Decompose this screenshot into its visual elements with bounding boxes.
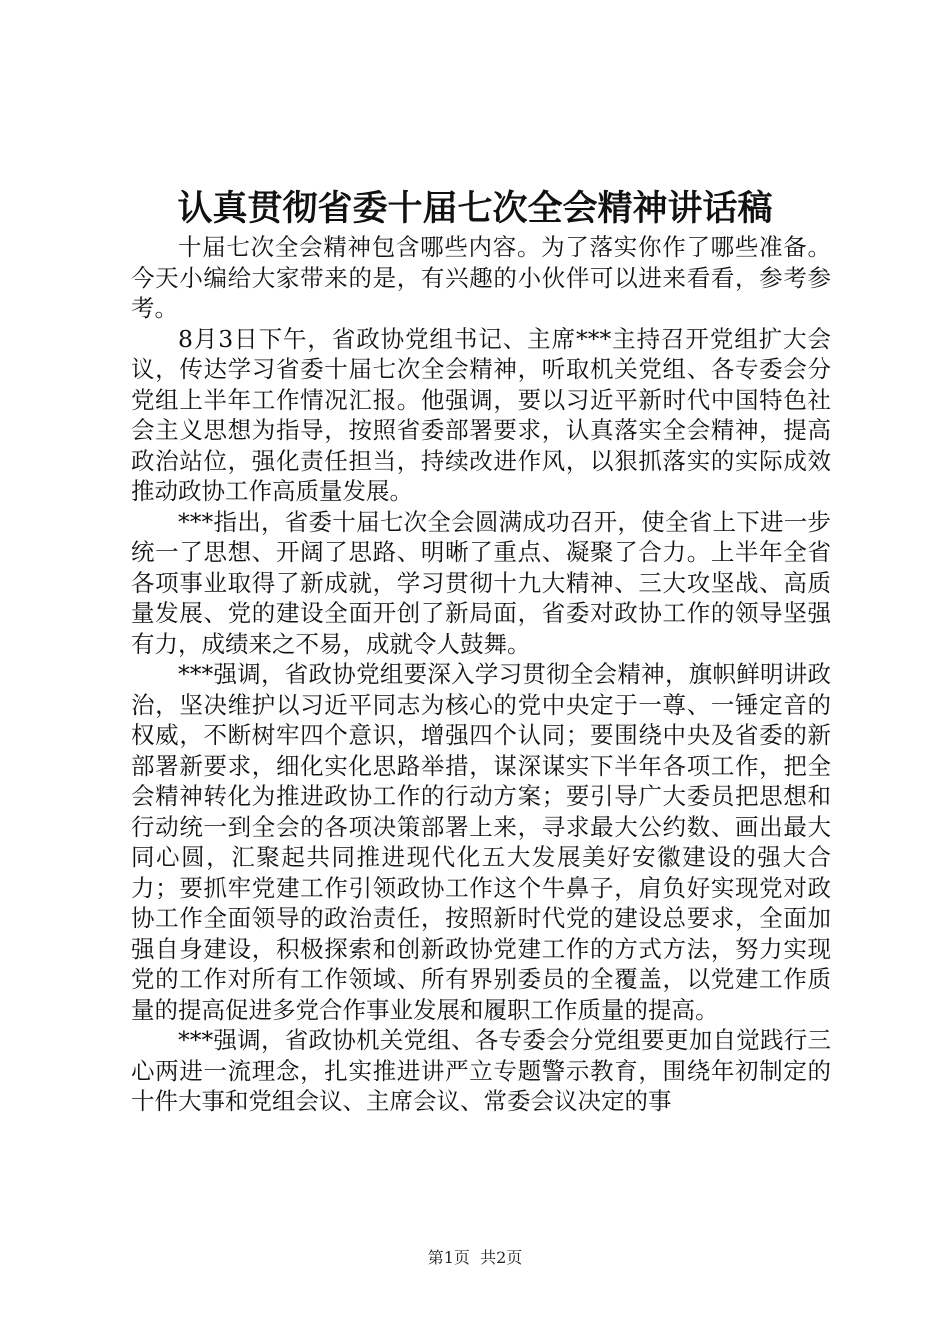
paragraph: ***强调，省政协机关党组、各专委会分党组要更加自觉践行三心两进一流理念，扎实推进讲严立专题警示教育，围绕年初制定的十件大事和党组会议、主席会议、常委会议决定的事 xyxy=(131,1026,831,1115)
page-total: 共2页 xyxy=(480,1248,523,1267)
page-number: 第1页 xyxy=(427,1248,470,1267)
document-body xyxy=(131,232,831,1117)
page-footer xyxy=(0,1248,950,1268)
paragraph: 8月3日下午，省政协党组书记、主席***主持召开党组扩大会议，传达学习省委十届七次全会精神，听取机关党组、各专委会分党组上半年工作情况汇报。他强调，要以习近平新时代中国特色社会主义思想为指导，按照省委部署要求，认真落实全会精神，提高政治站位，强化责任担当，持续改进作风，以狠抓落实的实际成效推动政协工作高质量发展。 xyxy=(131,324,831,505)
paragraph: ***指出，省委十届七次全会圆满成功召开，使全省上下进一步统一了思想、开阔了思路、明晰了重点、凝聚了合力。上半年全省各项事业取得了新成就，学习贯彻十九大精神、三大攻坚战、高质量发展、党的建设全面开创了新局面，省委对政协工作的领导坚强有力，成绩来之不易，成就令人鼓舞。 xyxy=(131,507,831,658)
paragraph: ***强调，省政协党组要深入学习贯彻全会精神，旗帜鲜明讲政治，坚决维护以习近平同志为核心的党中央定于一尊、一锤定音的权威，不断树牢四个意识，增强四个认同；要围绕中央及省委的新部署新要求，细化实化思路举措，谋深谋实下半年各项工作，把全会精神转化为推进政协工作的行动方案；要引导广大委员把思想和行动统一到全会的各项决策部署上来，寻求最大公约数、画出最大同心圆，汇聚起共同推进现代化五大发展美好安徽建设的强大合力；要抓牢党建工作引领政协工作这个牛鼻子，肩负好实现党对政协工作全面领导的政治责任，按照新时代党的建设总要求，全面加强自身建设，积极探索和创新政协党建工作的方式方法，努力实现党的工作对所有工作领域、所有界别委员的全覆盖，以党建工作质量的提高促进多党合作事业发展和履职工作质量的提高。 xyxy=(131,660,831,1024)
paragraph: 十届七次全会精神包含哪些内容。为了落实你作了哪些准备。今天小编给大家带来的是，有兴趣的小伙伴可以进来看看，参考参考。 xyxy=(131,233,831,322)
document-title: 认真贯彻省委十届七次全会精神讲话稿 xyxy=(177,188,773,229)
